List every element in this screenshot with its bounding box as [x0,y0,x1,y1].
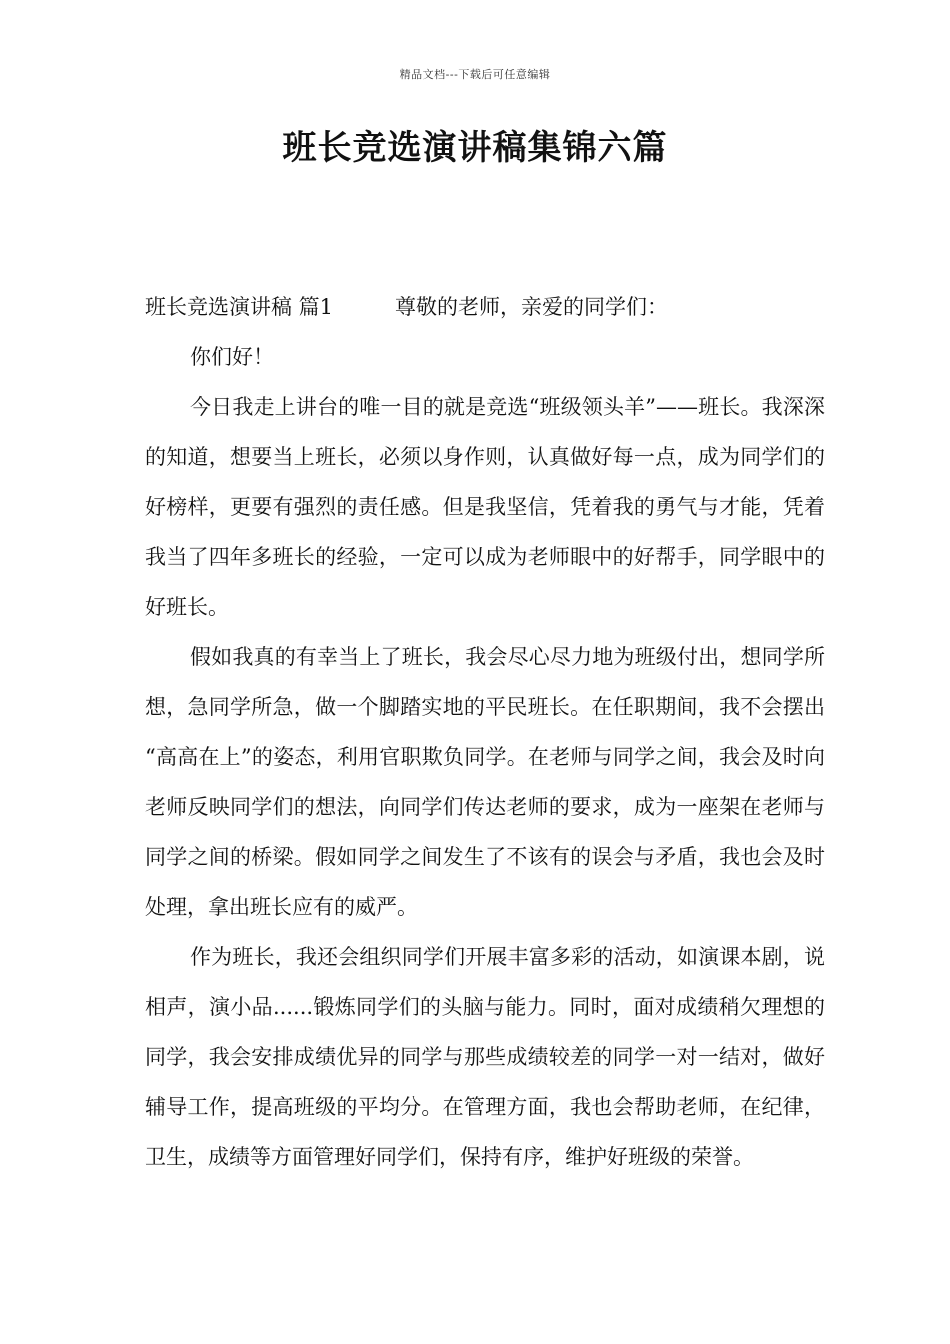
section-label: 班长竞选演讲稿 篇1 [145,295,334,319]
paragraph-activities: 作为班长，我还会组织同学们开展丰富多彩的活动，如演课本剧，说相声，演小品......锻炼同学们的头脑与能力。同时，面对成绩稍欠理想的同学，我会安排成绩优异的同学与那些成绩较差的同学一对一结对，做好辅导工作，提高班级的平均分。在管理方面，我也会帮助老师，在纪律，卫生，成绩等方面管理好同学们，保持有序，维护好班级的荣誉。 [145,945,825,1169]
document-title: 班长竞选演讲稿集锦六篇 [282,128,668,168]
paragraph-commitment: 假如我真的有幸当上了班长，我会尽心尽力地为班级付出，想同学所想，急同学所急，做一个脚踏实地的平民班长。在任职期间，我不会摆出“高高在上”的姿态，利用官职欺负同学。在老师与同学之间，我会及时向老师反映同学们的想法，向同学们传达老师的要求，成为一座架在老师与同学之间的桥梁。假如同学之间发生了不该有的误会与矛盾，我也会及时处理，拿出班长应有的威严。 [145,645,825,919]
section-heading-line [145,282,825,332]
paragraph-greeting: 你们好！ [190,345,274,369]
paragraph-intro: 今日我走上讲台的唯一目的就是竞选“班级领头羊”——班长。我深深的知道，想要当上班长，必须以身作则，认真做好每一点，成为同学们的好榜样，更要有强烈的责任感。但是我坚信，凭着我的勇气与才能，凭着我当了四年多班长的经验，一定可以成为老师眼中的好帮手，同学眼中的好班长。 [145,395,825,619]
salutation: 尊敬的老师，亲爱的同学们： [395,295,668,319]
document-body [145,282,825,1182]
header-note: 精品文档---下载后可任意编辑 [399,68,551,81]
